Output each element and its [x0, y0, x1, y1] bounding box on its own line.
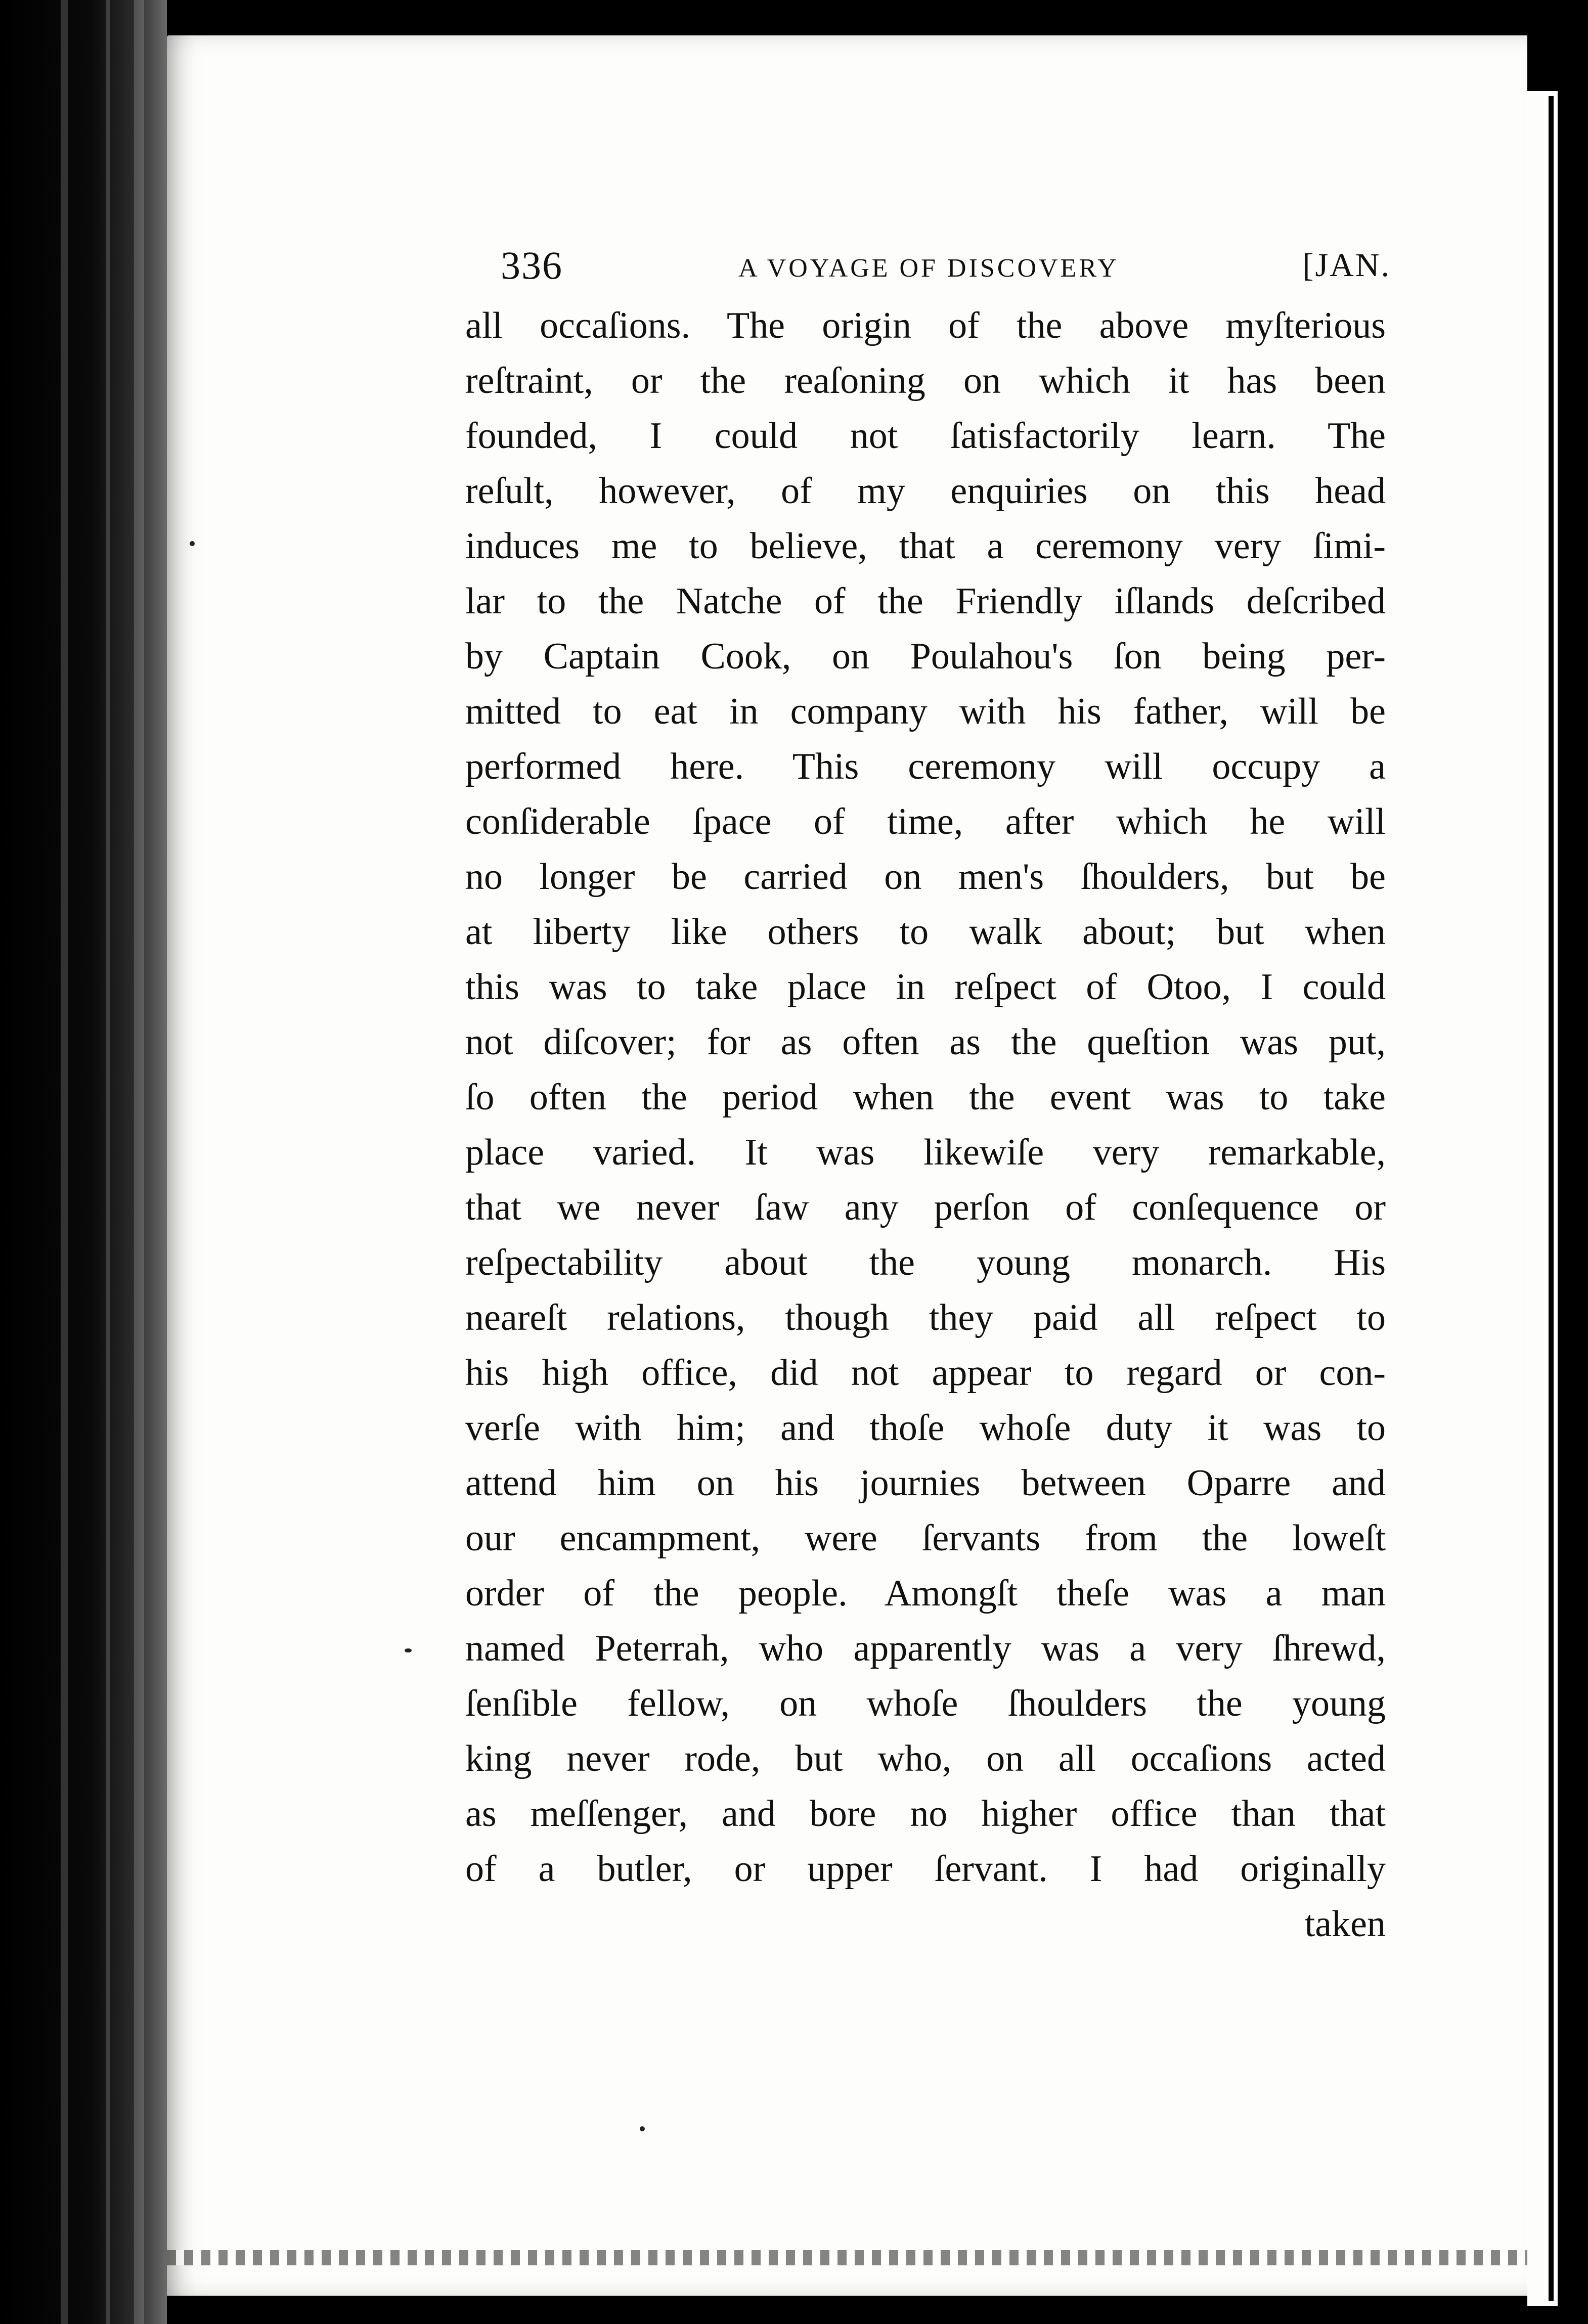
text-line: reſpectability about the young monarch. His: [465, 1242, 1386, 1283]
text-line: of a butler, or upper ſervant. I had originally: [465, 1848, 1386, 1890]
text-line: all occaſions. The origin of the above myſterious: [465, 305, 1386, 346]
text-line: reſult, however, of my enquiries on this head: [465, 470, 1386, 512]
section-mark: [JAN.: [1302, 247, 1391, 284]
text-line: king never rode, but who, on all occaſions acted: [465, 1738, 1386, 1779]
text-line: order of the people. Amongſt theſe was a man: [465, 1573, 1386, 1614]
text-line: not diſcover; for as often as the queſtion was put,: [465, 1021, 1386, 1063]
text-line: conſiderable ſpace of time, after which he will: [465, 801, 1386, 842]
page-edge-line: [1549, 96, 1554, 2301]
text-line: our encampment, were ſervants from the loweſt: [465, 1517, 1386, 1559]
text-line: named Peterrah, who apparently was a very ſhrewd,: [465, 1628, 1386, 1669]
text-line: founded, I could not ſatisfactorily learn. The: [465, 415, 1386, 457]
text-line: as meſſenger, and bore no higher office than that: [465, 1793, 1386, 1835]
text-line: performed here. This ceremony will occupy a: [465, 746, 1386, 787]
text-line: that we never ſaw any perſon of conſequence or: [465, 1187, 1386, 1228]
text-line: induces me to believe, that a ceremony very ſimi-: [465, 525, 1386, 567]
text-line: by Captain Cook, on Poulahou's ſon being per-: [465, 636, 1386, 677]
text-line: mitted to eat in company with his father, will be: [465, 691, 1386, 732]
gutter-streak: [61, 0, 68, 2324]
text-line: ſo often the period when the event was to take: [465, 1077, 1386, 1118]
page-bottom-edge: [167, 2250, 1527, 2265]
text-line: no longer be carried on men's ſhoulders, but be: [465, 856, 1386, 898]
running-header: [501, 238, 1391, 293]
catchword: taken: [1304, 1903, 1386, 1945]
text-line: attend him on his journies between Oparre and: [465, 1462, 1386, 1504]
text-line: this was to take place in reſpect of Otoo, I could: [465, 966, 1386, 1008]
page-number: 336: [501, 243, 563, 287]
text-line: ſenſible fellow, on whoſe ſhoulders the young: [465, 1683, 1386, 1724]
gutter-streak: [106, 0, 110, 2324]
text-line: neareſt relations, though they paid all reſpect to: [465, 1297, 1386, 1338]
text-line: his high office, did not appear to regard or con-: [465, 1352, 1386, 1394]
ink-speck: [640, 2126, 645, 2131]
body-text: [465, 298, 1386, 1952]
text-line: place varied. It was likewiſe very remarkable,: [465, 1132, 1386, 1173]
ink-speck: [405, 1648, 412, 1652]
ink-speck: [190, 541, 195, 546]
running-title: A VOYAGE OF DISCOVERY: [738, 254, 1119, 283]
text-line: at liberty like others to walk about; but when: [465, 911, 1386, 953]
text-line: verſe with him; and thoſe whoſe duty it was to: [465, 1407, 1386, 1449]
gutter-streak: [134, 0, 144, 2324]
text-line: reſtraint, or the reaſoning on which it has been: [465, 360, 1386, 401]
text-line: lar to the Natche of the Friendly iſlands deſcribed: [465, 580, 1386, 622]
